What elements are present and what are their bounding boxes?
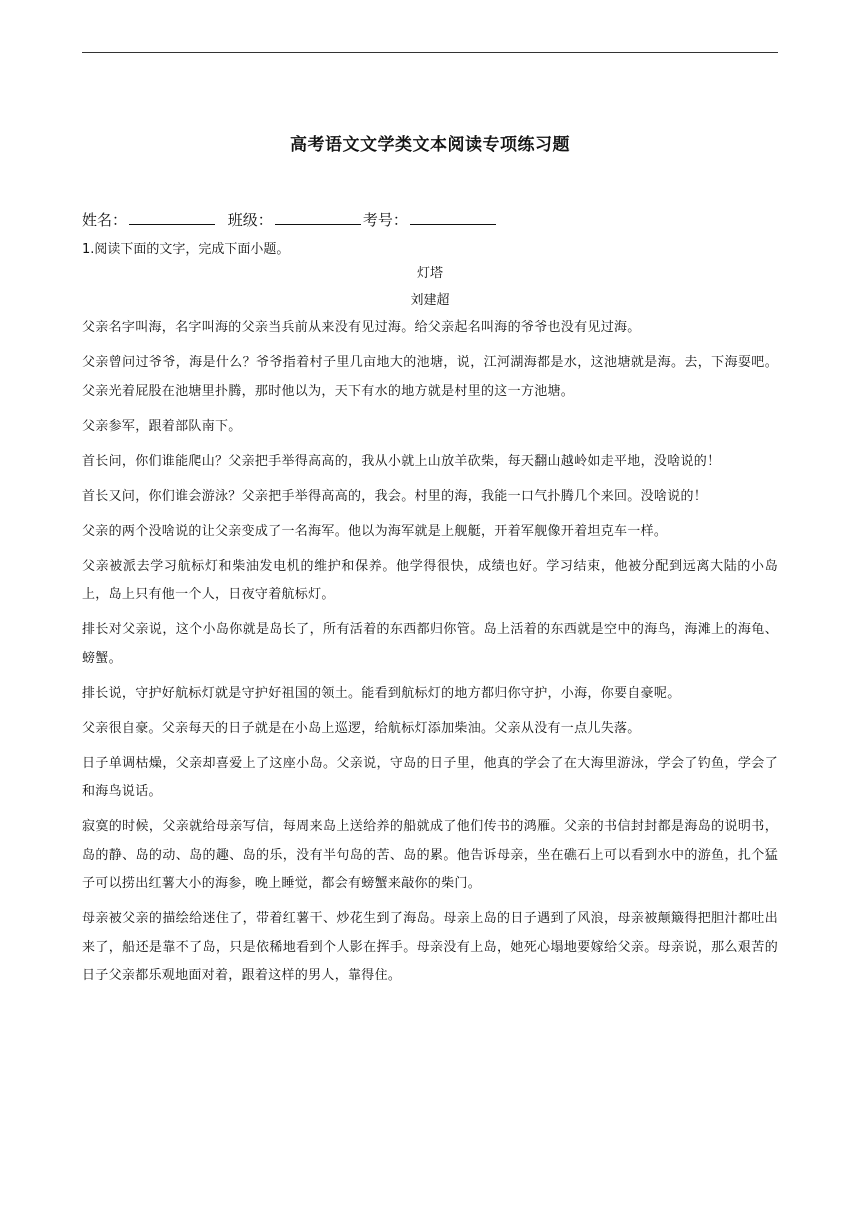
page-title: 高考语文文学类文本阅读专项练习题: [290, 135, 570, 155]
header-rule: [82, 52, 778, 53]
class-blank: [275, 212, 361, 225]
paragraph: 首长问，你们谁能爬山？父亲把手举得高高的，我从小就上山放羊砍柴，每天翻山越岭如走平地，没啥说的！: [82, 453, 721, 469]
paragraph: 父亲参军，跟着部队南下。: [82, 418, 242, 434]
name-blank: [129, 212, 215, 225]
question-prompt: 1.阅读下面的文字，完成下面小题。: [82, 242, 290, 257]
name-label: 姓名：: [82, 211, 128, 229]
number-blank: [410, 212, 496, 225]
number-label: 考号：: [362, 211, 408, 229]
paragraph: 首长又问，你们谁会游泳？父亲把手举得高高的，我会。村里的海，我能一口气扑腾几个来回。没啥说的！: [82, 488, 708, 504]
student-info-line: [82, 209, 498, 230]
paragraph: 父亲被派去学习航标灯和柴油发电机的维护和保养。他学得很快，成绩也好。学习结束，他被分配到远离大陆的小岛上，岛上只有他一个人，日夜守着航标灯。: [82, 558, 778, 602]
paragraph: 父亲的两个没啥说的让父亲变成了一名海军。他以为海军就是上舰艇，开着军舰像开着坦克车一样。: [82, 523, 668, 539]
paragraph: 排长说，守护好航标灯就是守护好祖国的领土。能看到航标灯的地方都归你守护，小海，你要自豪呢。: [82, 685, 681, 701]
paragraph: 寂寞的时候，父亲就给母亲写信，每周来岛上送给养的船就成了他们传书的鸿雁。父亲的书信封封都是海岛的说明书，岛的静、岛的动、岛的趣、岛的乐，没有半句岛的苦、岛的累。他告诉母亲，坐在礁石上可以看到水中的游鱼，扎个猛子可以捞出红薯大小的海参，晚上睡觉，都会有螃蟹来敲你的柴门。: [82, 819, 778, 891]
story-author: 刘建超: [410, 293, 450, 308]
story-body: [82, 314, 778, 997]
paragraph: 父亲名字叫海，名字叫海的父亲当兵前从来没有见过海。给父亲起名叫海的爷爷也没有见过海。: [82, 320, 641, 335]
paragraph: 父亲很自豪。父亲每天的日子就是在小岛上巡逻，给航标灯添加柴油。父亲从没有一点儿失落。: [82, 720, 641, 736]
story-title: 灯塔: [416, 266, 443, 281]
class-label: 班级：: [227, 211, 273, 229]
paragraph: 日子单调枯燥，父亲却喜爱上了这座小岛。父亲说，守岛的日子里，他真的学会了在大海里游泳，学会了钓鱼，学会了和海鸟说话。: [82, 755, 778, 799]
paragraph: 排长对父亲说，这个小岛你就是岛长了，所有活着的东西都归你管。岛上活着的东西就是空中的海鸟，海滩上的海龟、螃蟹。: [82, 622, 778, 666]
paragraph: 母亲被父亲的描绘给迷住了，带着红薯干、炒花生到了海岛。母亲上岛的日子遇到了风浪，母亲被颠簸得把胆汁都吐出来了，船还是靠不了岛，只是依稀地看到个人影在挥手。母亲没有上岛，她死心塌地要嫁给父亲。母亲说，那么艰苦的日子父亲都乐观地面对着，跟着这样的男人，靠得住。: [82, 911, 778, 983]
paragraph: 父亲曾问过爷爷，海是什么？爷爷指着村子里几亩地大的池塘，说，江河湖海都是水，这池塘就是海。去，下海耍吧。父亲光着屁股在池塘里扑腾，那时他以为，天下有水的地方就是村里的这一方池塘。: [82, 355, 778, 399]
